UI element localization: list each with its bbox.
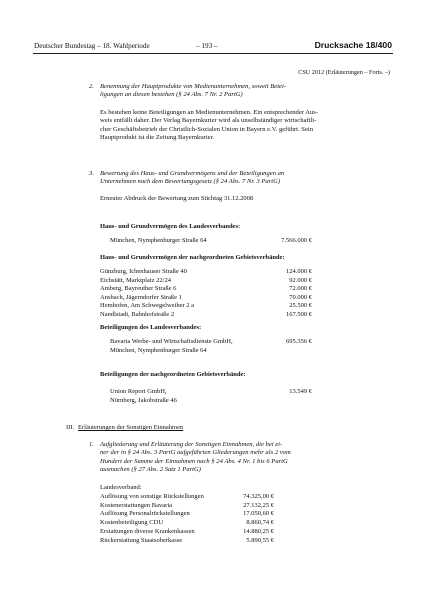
secIII-p1-number: 1. bbox=[89, 441, 94, 448]
secIII-number: III. bbox=[66, 424, 75, 431]
gebiet-property-label: Amberg, Bayreuther Straße 6 bbox=[100, 285, 177, 293]
sec3-title-line: Bewertung des Haus- und Grundvermögens und der Beteiligungen an bbox=[100, 170, 285, 177]
sec2-body-line: weis entfällt daher. Der Verlag Bayernkurier wird als unselbständiger wirtschaftli- bbox=[100, 117, 317, 125]
header-rule bbox=[33, 53, 393, 54]
secIII-p1-line: Hundert der Summe der Einnahmen nach § 24 Abs. 4 Nr. 1 bis 6 PartG bbox=[100, 457, 288, 465]
sec2-body-line: cher Geschäftsbetrieb der Christlich-Sozialen Union in Bayern e.V. geführt. Sein bbox=[100, 125, 314, 133]
sec2-body-line: Es bestehen keine Beteiligungen an Medienunternehmen. Ein entsprechender Aus- bbox=[100, 109, 319, 116]
sonstige-einnahme-label: Kostenbeteiligung CDU bbox=[100, 519, 164, 527]
gebiet-property-label: Günzburg, Ichenhauser Straße 40 bbox=[100, 268, 187, 275]
gebiet-property-value: 92.000 € bbox=[289, 276, 312, 284]
gebiet-property-value: 72.000 € bbox=[289, 285, 312, 293]
beteiligung-gebiet-address: Nürnberg, Jakobstraße 46 bbox=[110, 397, 177, 404]
sec3-heading-landesverband: Haus- und Grundvermögen des Landesverbandes: bbox=[100, 223, 241, 230]
running-subheader: CSU 2012 (Erläuterungen – Forts. –) bbox=[298, 69, 390, 76]
sonstige-einnahme-value: 27.132,25 € bbox=[243, 501, 274, 509]
landesverband-property-value: 7.566.000 € bbox=[281, 237, 312, 244]
gebiet-property-label: Nandlstadt, Bahnhofstraße 2 bbox=[100, 311, 175, 318]
secIII-p1-line: ausmachen (§ 27 Abs. 2 Satz 1 PartG) bbox=[100, 466, 201, 474]
sec3-title-line: Unternehmen nach dem Bewertungsgesetz (§ 24 Abs. 7 Nr. 3 PartG) bbox=[100, 178, 281, 186]
sec2-body-line: Hauptprodukt ist die Zeitung Bayernkurier. bbox=[100, 134, 215, 142]
sonstige-einnahme-value: 17.050,60 € bbox=[243, 510, 274, 518]
sonstige-einnahme-label: Auflösung Personalrückstellungen bbox=[100, 510, 190, 518]
sec3-number: 3. bbox=[89, 170, 94, 177]
gebiet-property-value: 25.500 € bbox=[289, 302, 312, 310]
sec3-title bbox=[100, 170, 392, 187]
sec2-title-line: Benennung der Hauptprodukte von Medienunternehmen, soweit Betei- bbox=[100, 83, 286, 90]
beteiligung-value: 695.356 € bbox=[286, 338, 312, 345]
sec3-heading-beteiligungen: Beteiligungen des Landesverbandes: bbox=[100, 324, 202, 331]
secIII-title: Erläuterungen der Sonstigen Einnahmen bbox=[78, 424, 184, 431]
sonstige-einnahme-value: 8.860,74 € bbox=[246, 519, 274, 527]
beteiligung-name: Bavaria Werbe- und Wirtschaftsdienste GmbH, bbox=[110, 338, 233, 345]
sonstige-einnahme-value: 5.890,55 € bbox=[246, 536, 274, 544]
gebiet-property-value: 124.000 € bbox=[286, 268, 312, 275]
sec2-title bbox=[100, 83, 390, 100]
gebiet-property-value: 70.000 € bbox=[289, 293, 312, 301]
sonstige-einnahme-value: 14.880,25 € bbox=[243, 527, 274, 535]
sonstige-einnahme-label: Rückerstattung Staatsoberkasse bbox=[100, 536, 183, 544]
beteiligung-gebiet-value: 13.549 € bbox=[289, 388, 312, 395]
sonstige-einnahme-value: 74.325,00 € bbox=[243, 493, 274, 500]
landesverband-property-label: München, Nymphenburger Straße 64 bbox=[110, 237, 207, 244]
sec2-body bbox=[100, 109, 392, 143]
secIII-p1-text bbox=[100, 441, 392, 475]
gebiet-property-label: Ansbach, Jägerndorfer Straße 1 bbox=[100, 293, 182, 301]
gebiet-property-value: 167.500 € bbox=[286, 311, 312, 318]
sec3-intro: Erneuter Abdruck der Bewertung zum Stichtag 31.12.2008 bbox=[100, 195, 254, 202]
beteiligung-gebiet-name: Union Report GmbH, bbox=[110, 388, 167, 395]
gebiet-property-label: Eichstätt, Marktplatz 22/24 bbox=[100, 276, 171, 284]
sec3-heading-beteiligungen-gebiet: Beteiligungen der nachgeordneten Gebietsverbände: bbox=[100, 371, 246, 378]
secIII-p1-line: Aufgliederung und Erläuterung der Sonstigen Einnahmen, die bei ei- bbox=[100, 441, 283, 448]
drucksache-prefix: Drucksache 18/ bbox=[314, 40, 378, 50]
sec3-heading-gebietsverbaende: Haus- und Grundvermögen der nachgeordneten Gebietsverbände: bbox=[100, 254, 285, 261]
header-left: Deutscher Bundestag – 18. Wahlperiode bbox=[34, 42, 150, 50]
beteiligung-address: München, Nymphenburger Straße 64 bbox=[110, 347, 207, 354]
sonstige-einnahme-label: Kostenerstattungen Bavaria bbox=[100, 501, 173, 509]
landesverband-label: Landesverband: bbox=[100, 484, 142, 491]
header-drucksache bbox=[315, 40, 392, 50]
drucksache-number: 400 bbox=[377, 40, 392, 50]
header-page-number: – 193 – bbox=[196, 42, 218, 50]
sec2-number: 2. bbox=[89, 83, 94, 90]
gebiet-property-label: Hemhofen, Am Schwegelweiher 2 a bbox=[100, 302, 195, 310]
secIII-p1-line: ner der in § 24 Abs. 3 PartG aufgeführten Gliederungen mehr als 2 vom bbox=[100, 449, 291, 457]
sonstige-einnahme-label: Erstattungen diverse Krankenkassen bbox=[100, 527, 195, 535]
sec2-title-line: ligungen an diesen bestehen (§ 24 Abs. 7 Nr. 2 PartG) bbox=[100, 91, 243, 99]
sonstige-einnahme-label: Auflösung von sonstige Rückstellungen bbox=[100, 493, 204, 500]
